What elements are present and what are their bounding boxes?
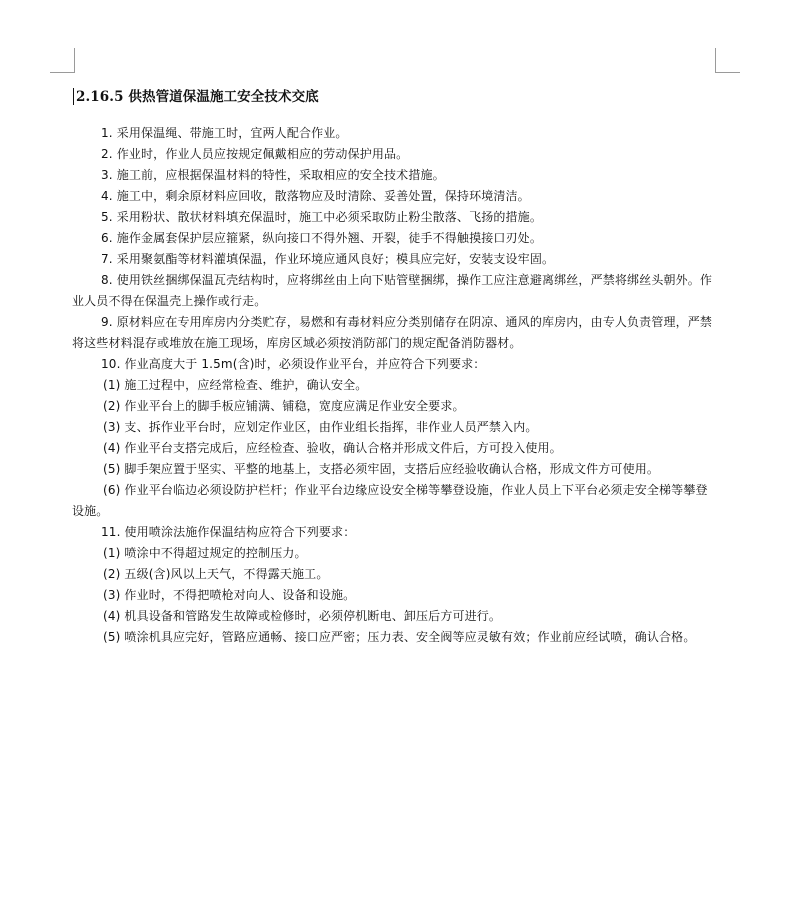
spray-requirement: (5) 喷涂机具应完好，管路应通畅、接口应严密；压力表、安全阀等应灵敏有效；作业前应经试喷，确认合格。 <box>103 630 696 644</box>
list-item: 4. 施工中，剩余原材料应回收，散落物应及时清除、妥善处置，保持环境清洁。 <box>101 189 530 203</box>
platform-requirement: (6) 作业平台临边必须设防护栏杆；作业平台边缘应设安全梯等攀登设施，作业人员上下平台必须走安全梯等攀登设施。 <box>72 483 708 518</box>
top-right-margin-mark <box>715 48 740 73</box>
list-item: 5. 采用粉状、散状材料填充保温时，施工中必须采取防止粉尘散落、飞扬的措施。 <box>101 210 542 224</box>
spray-requirement: (4) 机具设备和管路发生故障或检修时，必须停机断电、卸压后方可进行。 <box>103 609 502 623</box>
platform-requirement: (4) 作业平台支搭完成后，应经检查、验收，确认合格并形成文件后，方可投入使用。 <box>103 441 562 455</box>
platform-requirement: (1) 施工过程中，应经常检查、维护，确认安全。 <box>103 378 368 392</box>
document-body[interactable] <box>72 86 718 648</box>
list-item: 2. 作业时，作业人员应按规定佩戴相应的劳动保护用品。 <box>101 147 409 161</box>
platform-requirement: (3) 支、拆作业平台时，应划定作业区，由作业组长指挥，非作业人员严禁入内。 <box>103 420 538 434</box>
list-item: 11. 使用喷涂法施作保温结构应符合下列要求： <box>101 525 356 539</box>
list-item: 8. 使用铁丝捆绑保温瓦壳结构时，应将绑丝由上向下贴管壁捆绑，操作工应注意避离绑丝，严禁将绑丝头朝外。作业人员不得在保温壳上操作或行走。 <box>72 273 713 308</box>
spray-requirement: (2) 五级(含)风以上天气，不得露天施工。 <box>103 567 329 581</box>
top-left-margin-mark <box>50 48 75 73</box>
spray-requirement: (1) 喷涂中不得超过规定的控制压力。 <box>103 546 307 560</box>
list-item: 9. 原材料应在专用库房内分类贮存，易燃和有毒材料应分类别储存在阴凉、通风的库房内，由专人负责管理，严禁将这些材料混存或堆放在施工现场，库房区域必须按消防部门的规定配备消防器材。 <box>72 315 713 350</box>
list-item: 10. 作业高度大于 1.5m(含)时，必须设作业平台，并应符合下列要求： <box>101 357 486 371</box>
list-item: 1. 采用保温绳、带施工时，宜两人配合作业。 <box>101 126 348 140</box>
section-heading: 2.16.5 供热管道保温施工安全技术交底 <box>76 89 319 105</box>
platform-requirement: (5) 脚手架应置于坚实、平整的地基上，支搭必须牢固，支搭后应经验收确认合格，形成文件方可使用。 <box>103 462 660 476</box>
list-item: 3. 施工前，应根据保温材料的特性，采取相应的安全技术措施。 <box>101 168 445 182</box>
list-item: 6. 施作金属套保护层应箍紧，纵向接口不得外翘、开裂，徒手不得触摸接口刃处。 <box>101 231 542 245</box>
platform-requirement: (2) 作业平台上的脚手板应铺满、铺稳，宽度应满足作业安全要求。 <box>103 399 465 413</box>
list-item: 7. 采用聚氨酯等材料灌填保温，作业环境应通风良好；模具应完好，安装支设牢固。 <box>101 252 555 266</box>
spray-requirement: (3) 作业时，不得把喷枪对向人、设备和设施。 <box>103 588 356 602</box>
